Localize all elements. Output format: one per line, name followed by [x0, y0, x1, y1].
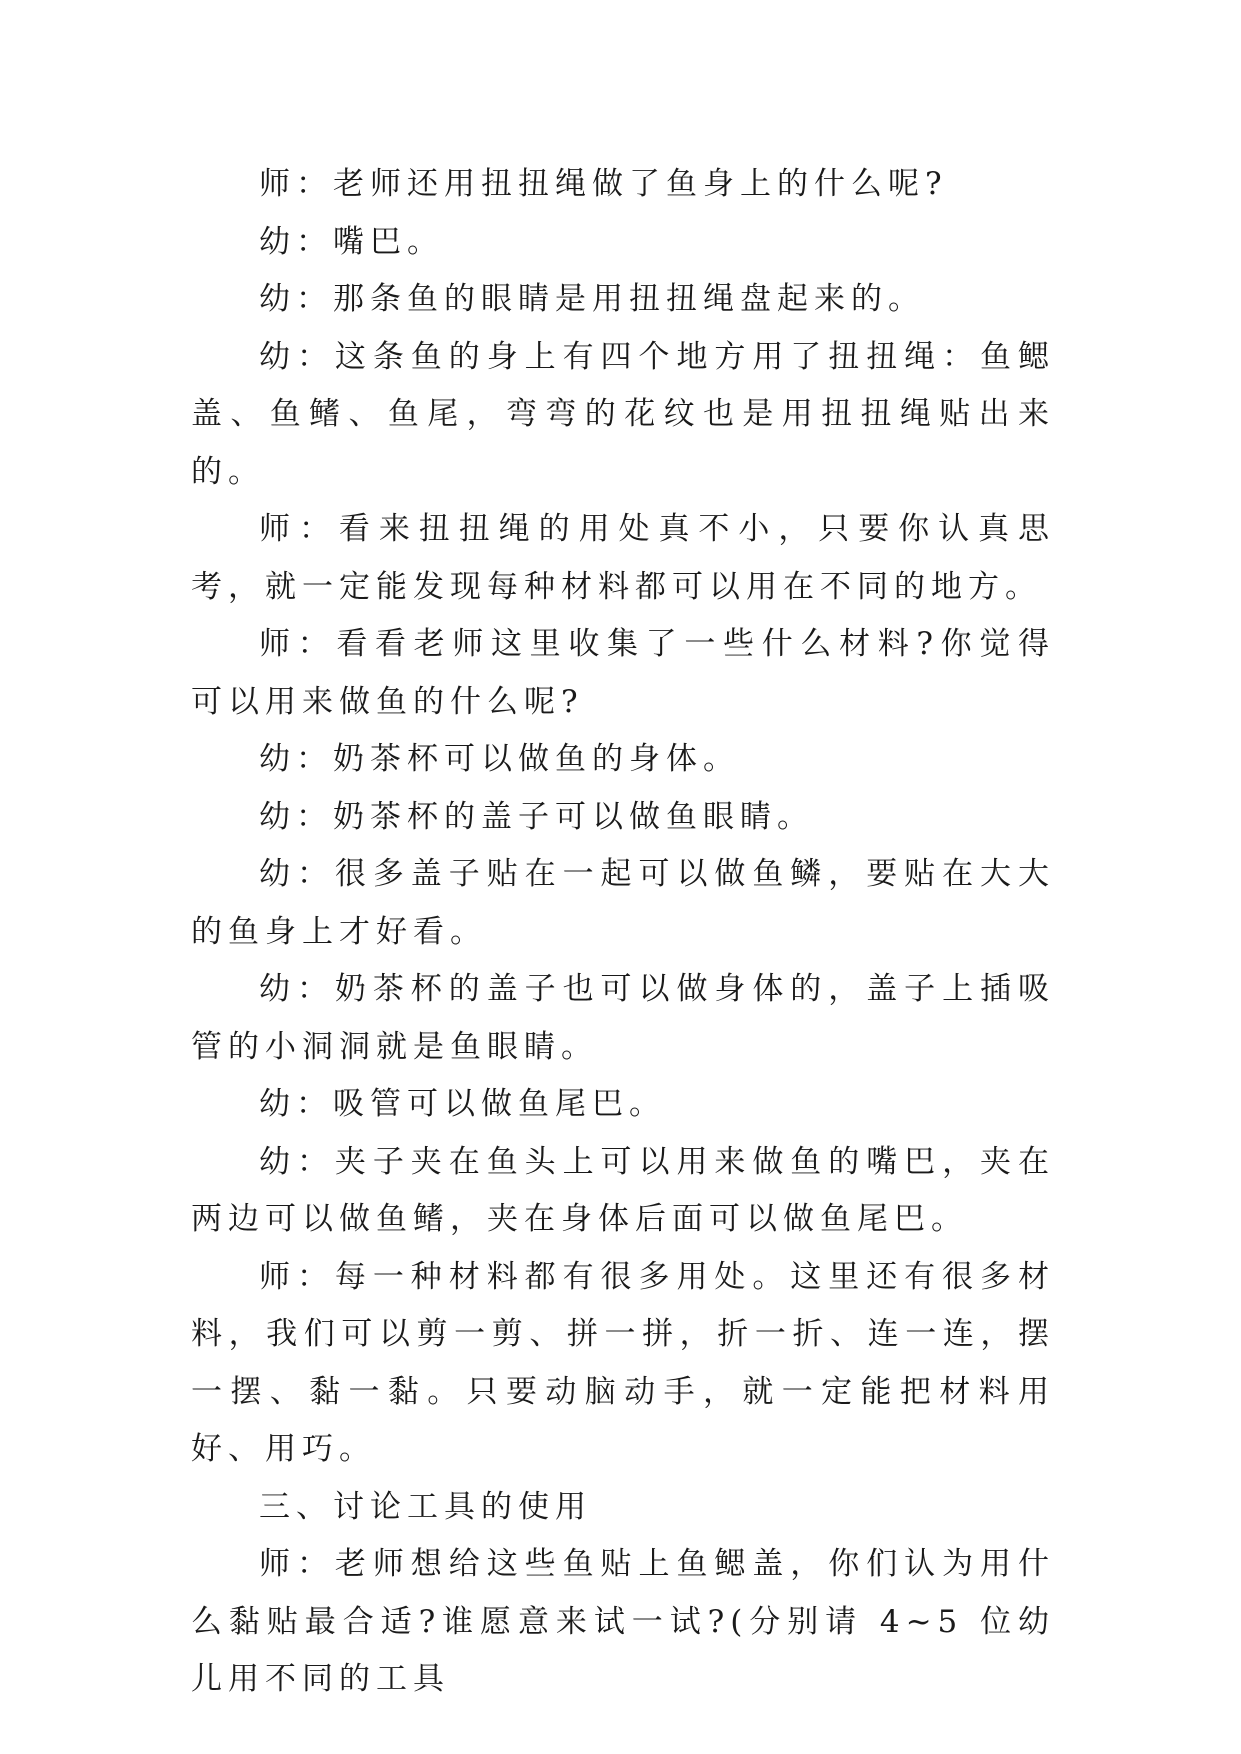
section-heading: 三、讨论工具的使用	[259, 1488, 592, 1525]
paragraph: 幼：夹子夹在鱼头上可以用来做鱼的嘴巴，夹在两边可以做鱼鳍，夹在身体后面可以做鱼尾巴。	[191, 1143, 1055, 1237]
paragraph: 师：老师还用扭扭绳做了鱼身上的什么呢?	[259, 166, 948, 202]
paragraph: 幼：这条鱼的身上有四个地方用了扭扭绳：鱼鳃盖、鱼鳍、鱼尾，弯弯的花纹也是用扭扭绳贴出来的。	[191, 338, 1055, 490]
paragraph: 幼：奶茶杯的盖子可以做鱼眼睛。	[259, 798, 814, 835]
paragraph: 师：看来扭扭绳的用处真不小，只要你认真思考，就一定能发现每种材料都可以用在不同的地方。	[191, 511, 1055, 605]
paragraph: 幼：奶茶杯可以做鱼的身体。	[259, 741, 740, 777]
paragraph: 幼：奶茶杯的盖子也可以做身体的，盖子上插吸管的小洞洞就是鱼眼睛。	[191, 971, 1055, 1065]
paragraph: 师：看看老师这里收集了一些什么材料?你觉得可以用来做鱼的什么呢?	[191, 626, 1055, 720]
document-body	[191, 156, 1055, 1709]
paragraph: 师：每一种材料都有很多用处。这里还有很多材料，我们可以剪一剪、拼一拼，折一折、连一连，摆一摆、黏一黏。只要动脑动手，就一定能把材料用好、用巧。	[191, 1258, 1055, 1467]
paragraph: 幼：很多盖子贴在一起可以做鱼鳞，要贴在大大的鱼身上才好看。	[191, 856, 1055, 950]
paragraph: 幼：吸管可以做鱼尾巴。	[259, 1086, 666, 1122]
paragraph: 幼：那条鱼的眼睛是用扭扭绳盘起来的。	[259, 281, 925, 317]
paragraph: 幼：嘴巴。	[259, 223, 444, 260]
paragraph: 师：老师想给这些鱼贴上鱼鳃盖，你们认为用什么黏贴最合适?谁愿意来试一试?(分别请 4~5 位幼儿用不同的工具	[191, 1546, 1055, 1697]
